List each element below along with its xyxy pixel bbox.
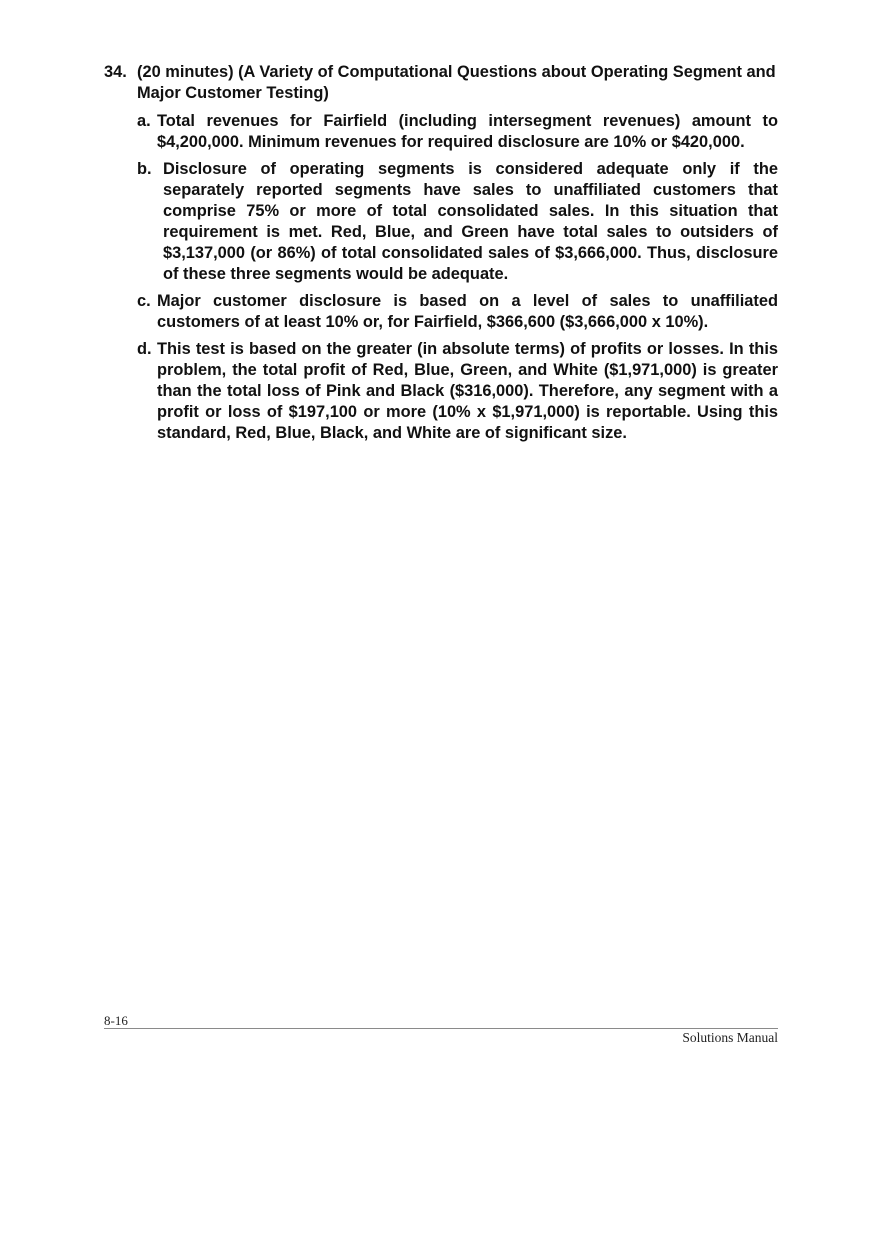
answer-parts [104,111,778,444]
part-letter: b. [137,160,152,178]
answer-part-c [137,291,778,333]
part-text: Major customer disclosure is based on a level of sales to unaffiliated customers of at least 10% or, for Fairfield, $366,600 ($3,666,000 x 10%). [157,292,778,331]
part-text: Total revenues for Fairfield (including intersegment revenues) amount to $4,200,000. Minimum revenues for required disclosure are 10% or $420,000. [157,112,778,151]
question-heading [104,62,778,104]
answer-part-b [137,159,778,285]
question-title: (20 minutes) (A Variety of Computational Questions about Operating Segment and Major Customer Testing) [137,63,776,102]
part-letter: a. [137,112,151,130]
part-letter: d. [137,340,152,358]
footer-divider [104,1028,778,1029]
footer-title: Solutions Manual [682,1030,778,1045]
page-number: 8-16 [104,1013,128,1028]
part-letter: c. [137,292,151,310]
part-text: This test is based on the greater (in absolute terms) of profits or losses. In this problem, the total profit of Red, Blue, Green, and White ($1,971,000) is greater than the total loss of Pink and Black ($316,000). Therefore, any segment with a profit or loss of $197,100 or more (10% x $1,971,000) is reportable. Using this standard, Red, Blue, Black, and White are of significant size. [157,340,778,442]
document-body [104,62,778,450]
question-number: 34. [104,63,127,81]
answer-part-a [137,111,778,153]
answer-part-d [137,339,778,444]
part-text: Disclosure of operating segments is considered adequate only if the separately reported segments have sales to unaffiliated customers that comprise 75% or more of total consolidated sales. In this situation that requirement is met. Red, Blue, and Green have total sales to outsiders of $3,137,000 (or 86%) of total consolidated sales of $3,666,000. Thus, disclosure of these three segments would be adequate. [163,160,778,283]
